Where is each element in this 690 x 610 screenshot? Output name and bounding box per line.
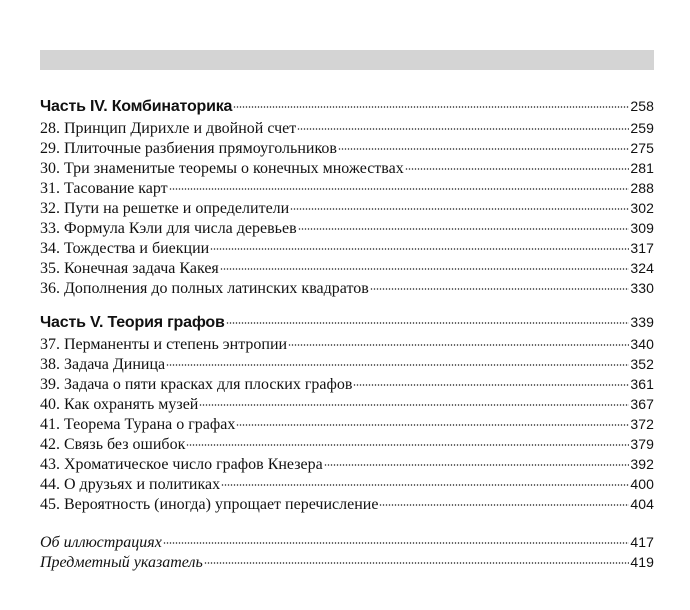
chapter-title: 37. Перманенты и степень энтропии (40, 336, 288, 353)
page-number: 352 (630, 356, 654, 372)
page-number: 400 (630, 476, 654, 492)
toc-entry[interactable] (40, 198, 654, 218)
toc-entry[interactable] (40, 178, 654, 198)
dot-leader (199, 404, 629, 406)
dot-leader (288, 344, 629, 346)
part-title: Часть V. Теория графов (40, 314, 225, 331)
toc-entry[interactable] (40, 374, 654, 394)
toc-appendix-entry[interactable] (40, 552, 654, 572)
page-number: 330 (630, 280, 654, 296)
page-number: 404 (630, 496, 654, 512)
chapter-title: 42. Связь без ошибок (40, 436, 186, 453)
dot-leader (186, 444, 629, 446)
toc-entry[interactable] (40, 494, 654, 514)
header-band (40, 50, 654, 70)
dot-leader (405, 168, 630, 170)
page-number: 419 (630, 554, 654, 570)
dot-leader (370, 288, 630, 290)
toc-part-heading[interactable] (40, 95, 654, 118)
page-number: 258 (630, 98, 654, 114)
chapter-title: 32. Пути на решетке и определители (40, 200, 290, 217)
dot-leader (324, 464, 630, 466)
toc-entry[interactable] (40, 218, 654, 238)
dot-leader (226, 322, 630, 324)
dot-leader (233, 106, 629, 108)
chapter-title: 40. Как охранять музей (40, 396, 199, 413)
toc-entry[interactable] (40, 354, 654, 374)
chapter-title: 43. Хроматическое число графов Кнезера (40, 456, 323, 473)
page-number: 309 (630, 220, 654, 236)
toc-entry[interactable] (40, 414, 654, 434)
chapter-title: 39. Задача о пяти красках для плоских графов (40, 376, 353, 393)
toc-entry[interactable] (40, 238, 654, 258)
dot-leader (220, 268, 630, 270)
toc-entry[interactable] (40, 474, 654, 494)
dot-leader (204, 562, 630, 564)
chapter-title: 44. О друзьях и политиках (40, 476, 221, 493)
chapter-title: 45. Вероятность (иногда) упрощает перечисление (40, 496, 379, 513)
dot-leader (338, 148, 629, 150)
dot-leader (236, 424, 629, 426)
toc-part-heading[interactable] (40, 311, 654, 334)
dot-leader (169, 188, 630, 190)
dot-leader (290, 208, 629, 210)
page-number: 339 (630, 314, 654, 330)
toc-entry[interactable] (40, 118, 654, 138)
page-number: 372 (630, 416, 654, 432)
page-number: 379 (630, 436, 654, 452)
toc-entry[interactable] (40, 138, 654, 158)
page-number: 281 (630, 160, 654, 176)
page-number: 302 (630, 200, 654, 216)
toc-entry[interactable] (40, 258, 654, 278)
chapter-title: 36. Дополнения до полных латинских квадратов (40, 280, 369, 297)
page-number: 324 (630, 260, 654, 276)
page-number: 361 (630, 376, 654, 392)
chapter-title: 31. Тасование карт (40, 180, 168, 197)
page-number: 340 (630, 336, 654, 352)
toc-entry[interactable] (40, 434, 654, 454)
dot-leader (166, 364, 629, 366)
appendix-title: Об иллюстрациях (40, 534, 162, 551)
page-number: 275 (630, 140, 654, 156)
chapter-title: 35. Конечная задача Какея (40, 260, 219, 277)
table-of-contents (40, 95, 654, 572)
toc-entry[interactable] (40, 334, 654, 354)
chapter-title: 30. Три знаменитые теоремы о конечных множествах (40, 160, 404, 177)
page-number: 392 (630, 456, 654, 472)
toc-entry[interactable] (40, 278, 654, 298)
toc-entry[interactable] (40, 158, 654, 178)
dot-leader (298, 228, 630, 230)
chapter-title: 34. Тождества и биекции (40, 240, 210, 257)
part-title: Часть IV. Комбинаторика (40, 98, 233, 115)
section-spacer (40, 514, 654, 532)
page-number: 259 (630, 120, 654, 136)
page-number: 317 (630, 240, 654, 256)
appendix-title: Предметный указатель (40, 554, 203, 571)
chapter-title: 38. Задача Диница (40, 356, 166, 373)
chapter-title: 29. Плиточные разбиения прямоугольников (40, 140, 337, 157)
dot-leader (379, 504, 629, 506)
toc-appendix-entry[interactable] (40, 532, 654, 552)
chapter-title: 33. Формула Кэли для числа деревьев (40, 220, 297, 237)
toc-entry[interactable] (40, 454, 654, 474)
section-spacer (40, 298, 654, 311)
page-number: 288 (630, 180, 654, 196)
chapter-title: 41. Теорема Турана о графах (40, 416, 236, 433)
dot-leader (221, 484, 629, 486)
toc-entry[interactable] (40, 394, 654, 414)
page-number: 417 (630, 534, 654, 550)
dot-leader (297, 128, 629, 130)
chapter-title: 28. Принцип Дирихле и двойной счет (40, 120, 297, 137)
dot-leader (163, 542, 630, 544)
page-number: 367 (630, 396, 654, 412)
dot-leader (210, 248, 629, 250)
dot-leader (353, 384, 629, 386)
